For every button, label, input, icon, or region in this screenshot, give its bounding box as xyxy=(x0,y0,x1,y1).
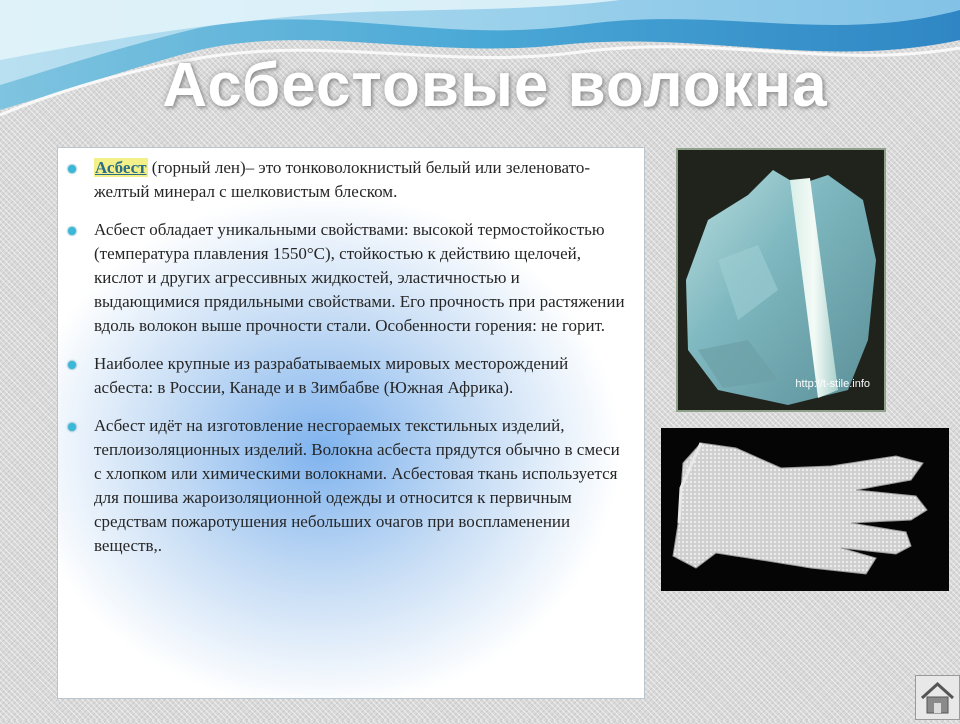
bullet-item xyxy=(94,218,628,338)
home-button[interactable] xyxy=(915,675,960,720)
bullet-text: Наиболее крупные из разрабатываемых мировых месторождений асбеста: в России, Канаде и в Зимбабве (Южная Африка). xyxy=(94,354,569,397)
bullet-text: (горный лен)– это тонковолокнистый белый или зеленовато-желтый минерал с шелковистым блеском. xyxy=(94,158,591,201)
bullet-text: Асбест обладает уникальными свойствами: высокой термостойкостью (температура плавления 1550°С), стойкостью к действию щелочей, кислот и других агрессивных жидкостей, эластичностью и выдающимися прядильными свойствами. Его прочность при растяжении вдоль волокон выше прочности стали. Особенности горения: не горит. xyxy=(94,220,625,335)
bullet-item xyxy=(94,414,628,558)
asbestos-mineral-icon xyxy=(678,150,884,410)
bullet-icon xyxy=(68,165,76,173)
asbestos-glove-photo xyxy=(661,428,949,591)
bullet-icon xyxy=(68,227,76,235)
text-panel xyxy=(57,147,645,699)
bullet-icon xyxy=(68,361,76,369)
bullet-icon xyxy=(68,423,76,431)
asbestos-mineral-photo xyxy=(676,148,886,412)
bullet-text: Асбест идёт на изготовление несгораемых текстильных изделий, теплоизоляционных изделий. Волокна асбеста прядутся обычно в смеси с хлопком или химическими волокнами. Асбестовая ткань используется для пошива жароизоляционной одежды и относится к первичным средствам пожаротушения небольших очагов при воспламенении веществ,. xyxy=(94,416,620,555)
asbestos-glove-icon xyxy=(661,428,949,591)
slide-title: Асбестовые волокна xyxy=(162,51,828,120)
bullet-list xyxy=(58,148,644,558)
bullet-item xyxy=(94,156,628,204)
asbestos-link[interactable]: Асбест xyxy=(95,158,147,177)
home-icon xyxy=(916,676,959,719)
bullet-item xyxy=(94,352,628,400)
image-watermark: http://t-stile.info xyxy=(795,378,870,390)
